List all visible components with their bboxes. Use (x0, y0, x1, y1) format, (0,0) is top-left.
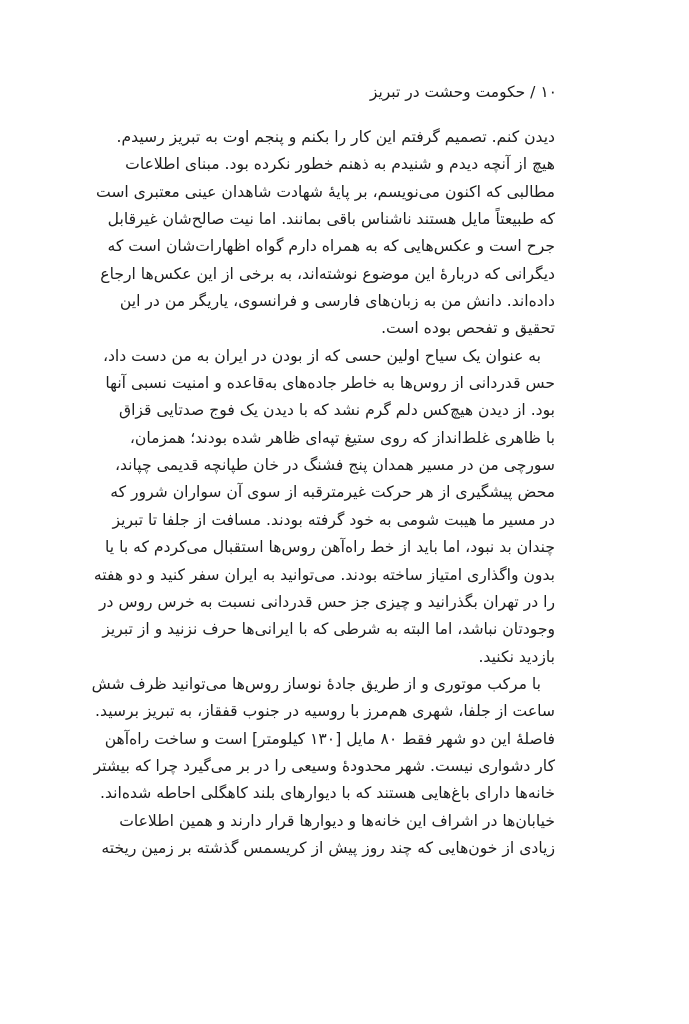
text-line: تحقیق و تفحص بوده است. (381, 319, 555, 338)
text-line: داده‌اند. دانش من به زبان‌های فارسی و فرانسوی، یاریگر من در این (119, 292, 555, 311)
text-line: به عنوان یک سیاح اولین حسی که از بودن در ایران به من دست داد، (102, 346, 541, 365)
text-line: فاصلهٔ این دو شهر فقط ۸۰ مایل [۱۳۰ کیلومتر] است و ساخت راه‌آهن (104, 729, 555, 748)
text-line: چندان بد نبود، اما باید از خط راه‌آهن روس‌ها استقبال می‌کردم که با یا (105, 538, 555, 557)
text-line: را در تهران بگذرانید و چیزی جز حس قدردانی نسبت به خرس روس در (99, 592, 555, 611)
text-line: که طبیعتاً مایل هستند ناشناس باقی بمانند. اما نیت صالح‌شان غیرقابل (107, 210, 555, 229)
text-line: حس قدردانی از روس‌ها به خاطر جاده‌های به‌قاعده و امنیت نسبی آنها (105, 374, 555, 393)
text-line: با ظاهری غلط‌انداز که روی ستیغ تپه‌ای ظاهر شده بودند؛ همزمان، (129, 428, 555, 447)
text-line: دیگرانی که دربارهٔ این موضوع نوشته‌اند، به برخی از این عکس‌ها ارجاع (100, 264, 555, 283)
text-line: سورچی من در مسیر همدان پنج فشنگ در خان طپانچه قدیمی چپاند، (114, 456, 555, 475)
text-line: دیدن کنم. تصمیم گرفتم این کار را بکنم و پنجم اوت به تبریز رسیدم. (116, 128, 555, 146)
text-line: خیابان‌ها در اشراف این خانه‌ها و دیوارها قرار دارند و همین اطلاعات (119, 811, 555, 830)
paragraph (93, 343, 555, 671)
text-line: با مرکب موتوری و از طریق جادهٔ نوساز روس‌ها می‌توانید ظرف شش (91, 674, 541, 693)
text-line: محض پیشگیری از هر حرکت غیرمترقبه از سوی آن سواران شرور که (110, 483, 555, 502)
text-line: مطالبی که اکنون می‌نویسم، بر پایهٔ شهادت شاهدان عینی معتبری است (96, 182, 555, 201)
paragraph (91, 671, 555, 862)
text-line: بدون واگذاری امتیاز ساخته بودند. می‌توانید به ایران سفر کنید و دو هفته (93, 565, 555, 584)
running-header: ۱۰ / حکومت وحشت در تبریز (369, 83, 557, 101)
text-line: کار دشواری نیست. شهر محدودهٔ وسیعی را در بر می‌گیرد چرا که بیشتر (93, 756, 555, 775)
text-line: زیادی از خون‌هایی که چند روز پیش از کریسمس گذشته بر زمین ریخته (101, 838, 555, 857)
body-text (91, 124, 555, 862)
paragraph (96, 124, 555, 343)
text-line: ساعت از جلفا، شهری هم‌مرز با روسیه در جنوب قفقاز، به تبریز برسید. (95, 702, 555, 721)
text-line: خانه‌ها دارای باغ‌هایی هستند که با دیوارهای بلند کاهگلی احاطه شده‌اند. (100, 784, 555, 803)
text-line: هیچ از آنچه دیدم و شنیدم به ذهنم خطور نکرده بود. مبنای اطلاعات (125, 155, 555, 174)
text-line: بود. از دیدن هیچ‌کس دلم گرم نشد که با دیدن یک فوج صدتایی قزاق (118, 401, 555, 420)
text-line: در مسیر ما هیبت شومی به خود گرفته بودند. مسافت از جلفا تا تبریز (112, 510, 555, 529)
text-line: جرح است و عکس‌هایی که به همراه دارم گواه اظهارات‌شان است که (107, 237, 555, 256)
text-line: بازدید نکنید. (478, 647, 555, 666)
text-line: وجودتان نباشد، اما البته به شرطی که با ایرانی‌ها حرف نزنید و از تبریز (102, 620, 555, 639)
